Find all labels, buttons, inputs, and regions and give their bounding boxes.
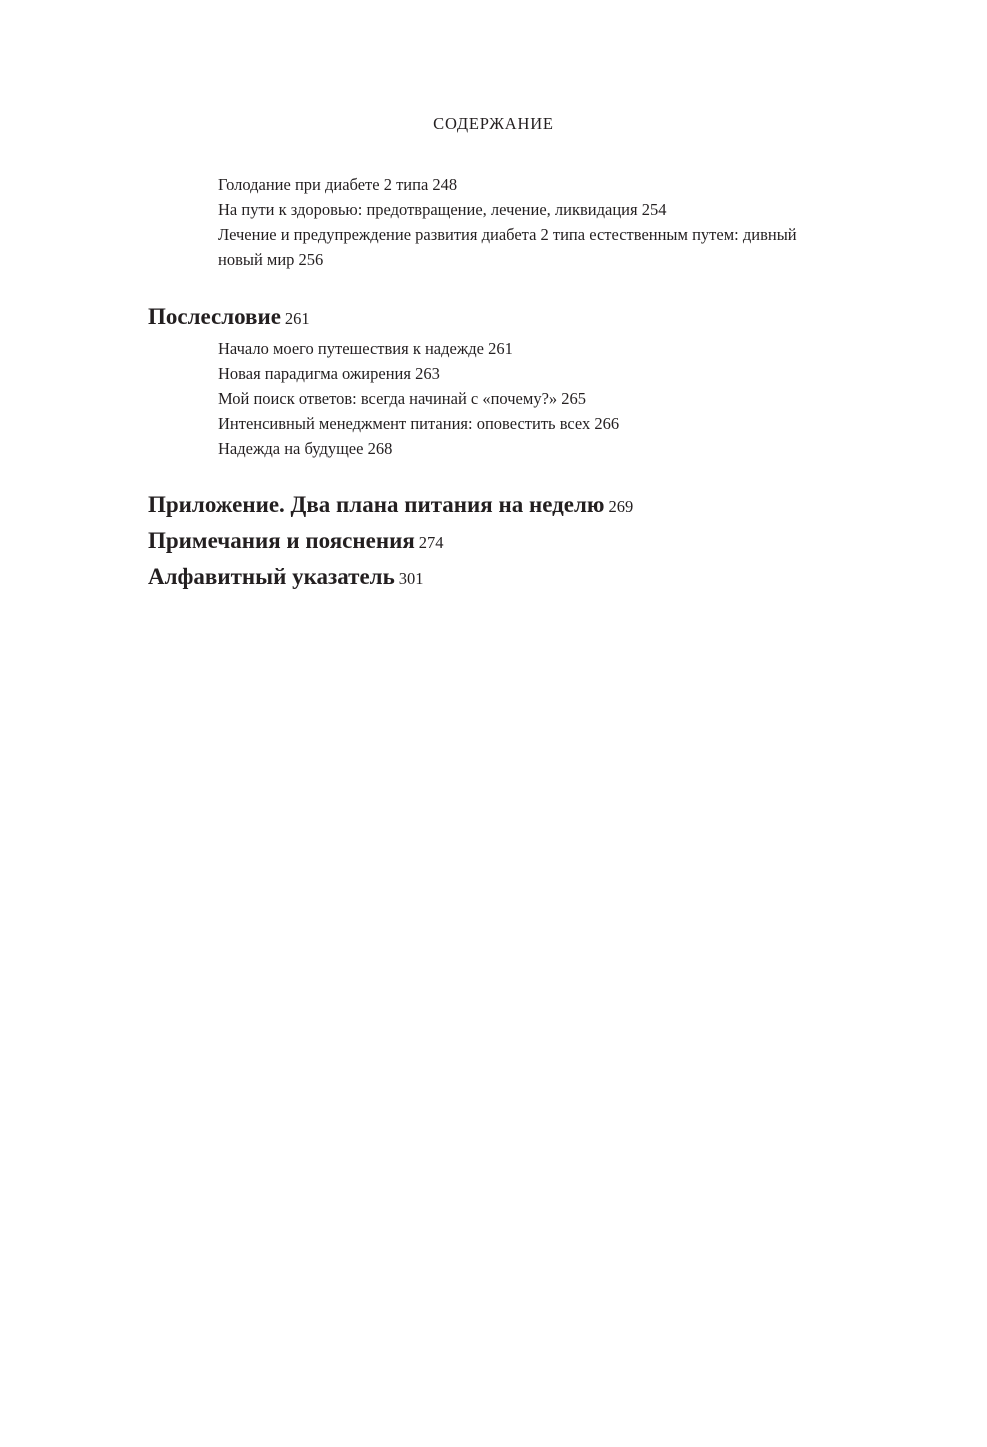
page-number: 274 bbox=[418, 533, 444, 552]
toc-section-notes bbox=[148, 524, 848, 560]
section-title: Примечания и пояснения bbox=[148, 528, 415, 553]
spacer bbox=[148, 272, 848, 300]
top-subsection-list bbox=[148, 172, 848, 272]
toc-subsection-item: На пути к здоровью: предотвращение, лечение, ликвидация 254 bbox=[218, 200, 667, 219]
toc-section-index bbox=[148, 560, 848, 596]
toc-subsection-item: Лечение и предупреждение развития диабета 2 типа естественным путем: дивный новый мир 256 bbox=[218, 225, 797, 269]
toc-subsection-item: Интенсивный менеджмент питания: оповестить всех 266 bbox=[218, 414, 620, 433]
section-heading bbox=[148, 300, 848, 336]
page-number: 269 bbox=[608, 497, 634, 516]
page-number: 301 bbox=[398, 569, 424, 588]
toc-section-afterword bbox=[148, 300, 848, 461]
afterword-subsection-list bbox=[148, 336, 848, 461]
toc-subsection-item: Мой поиск ответов: всегда начинай с «почему?» 265 bbox=[218, 389, 587, 408]
running-header: СОДЕРЖАНИЕ bbox=[433, 114, 554, 133]
spacer bbox=[148, 461, 848, 488]
section-heading bbox=[148, 488, 848, 524]
section-heading bbox=[148, 524, 848, 560]
section-heading bbox=[148, 560, 848, 596]
table-of-contents bbox=[148, 172, 848, 596]
section-title: Приложение. Два плана питания на неделю bbox=[148, 492, 605, 517]
section-title: Алфавитный указатель bbox=[148, 564, 395, 589]
toc-subsection-item: Начало моего путешествия к надежде 261 bbox=[218, 339, 513, 358]
section-title: Послесловие bbox=[148, 304, 281, 329]
toc-section-appendix bbox=[148, 488, 848, 524]
toc-subsection-item: Надежда на будущее 268 bbox=[218, 439, 393, 458]
page-number: 261 bbox=[284, 309, 310, 328]
toc-subsection-item: Новая парадигма ожирения 263 bbox=[218, 364, 440, 383]
toc-subsection-item: Голодание при диабете 2 типа 248 bbox=[218, 175, 458, 194]
